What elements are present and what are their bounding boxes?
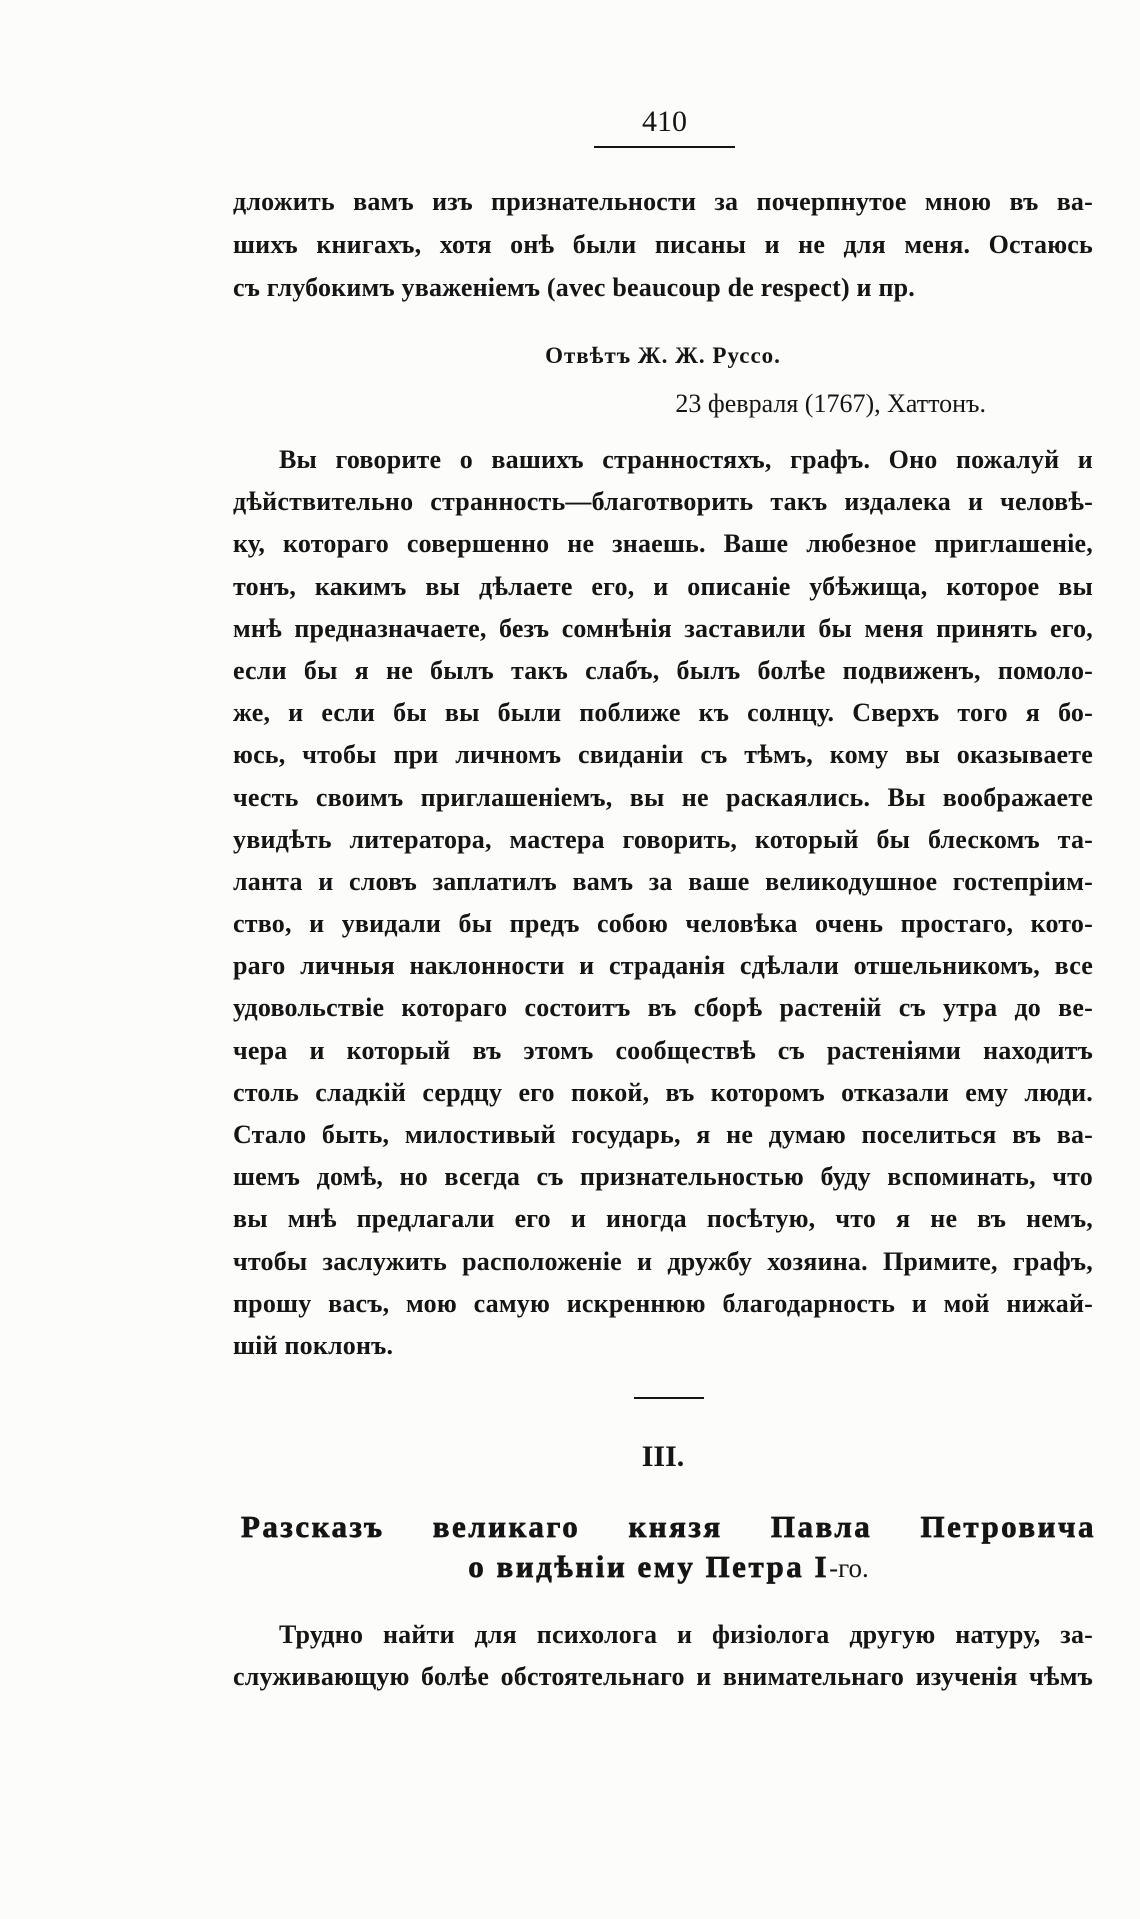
section-number: III.	[641, 1440, 685, 1473]
section-body-paragraph	[233, 1614, 1093, 1698]
text-line: съ глубокимъ уваженіемъ (avec beaucoup de respect) и пр.	[233, 273, 915, 302]
continuation-paragraph	[233, 180, 1093, 309]
text-line: Вы говорите о вашихъ странностяхъ, графъ. Оно пожалуй и	[279, 445, 1093, 474]
section-title-main: о видѣніи ему Петра I	[468, 1549, 830, 1584]
text-line: вы мнѣ предлагали его и иногда посѣтую, что я не въ немъ,	[233, 1204, 1093, 1234]
section-title-line: Разсказъ великаго князя Павла Петровича	[241, 1509, 1096, 1544]
text-line: ланта и словъ заплатилъ вамъ за ваше великодушное гостепріим-	[233, 866, 1093, 896]
text-line: Стало быть, милостивый государь, я не думаю поселиться въ ва-	[233, 1120, 1093, 1149]
text-line: тонъ, какимъ вы дѣлаете его, и описаніе убѣжища, которое вы	[233, 571, 1093, 601]
text-line: честь своимъ приглашеніемъ, вы не раскаялись. Вы воображаете	[233, 782, 1093, 812]
text-line: дѣйствительно странность—благотворить такъ издалека и человѣ-	[233, 487, 1093, 517]
section-divider	[634, 1397, 704, 1399]
text-line: юсь, чтобы при личномъ свиданіи съ тѣмъ, кому вы оказываете	[233, 740, 1093, 770]
section-title	[241, 1507, 1096, 1587]
text-line: раго личныя наклонности и страданія сдѣлали отшельникомъ, все	[233, 951, 1093, 981]
text-line: если бы я не былъ такъ слабъ, былъ болѣе подвиженъ, помоло-	[233, 655, 1093, 685]
text-line: шемъ домѣ, но всегда съ признательностью буду вспоминать, что	[233, 1162, 1093, 1192]
letter-heading: Отвѣтъ Ж. Ж. Руссо.	[545, 343, 781, 368]
letter-paragraph	[233, 439, 1093, 1367]
page-number-rule	[594, 146, 735, 148]
text-line: Трудно найти для психолога и физіолога другую натуру, за-	[279, 1620, 1093, 1649]
text-line: чтобы заслужить расположеніе и дружбу хозяина. Примите, графъ,	[233, 1246, 1093, 1276]
text-line: шій поклонъ.	[233, 1330, 394, 1360]
page-number: 410	[642, 105, 687, 138]
text-line: столь сладкій сердцу его покой, въ которомъ отказали ему люди.	[233, 1077, 1093, 1107]
text-line: ку, котораго совершенно не знаешь. Ваше любезное приглашеніе,	[233, 529, 1093, 559]
text-line: чера и который въ этомъ сообществѣ съ растеніями находитъ	[233, 1035, 1093, 1065]
text-line: мнѣ предназначаете, безъ сомнѣнія заставили бы меня принять его,	[233, 613, 1093, 643]
text-line: прошу васъ, мою самую искреннюю благодарность и мой нижай-	[233, 1288, 1093, 1318]
text-line: ство, и увидали бы предъ собою человѣка очень простаго, кото-	[233, 909, 1093, 939]
section-title-suffix: -го.	[829, 1553, 869, 1583]
text-line: увидѣть литератора, мастера говорить, который бы блескомъ та-	[233, 824, 1093, 854]
text-line: же, и если бы вы были поближе къ солнцу. Сверхъ того я бо-	[233, 698, 1093, 728]
text-line: шихъ книгахъ, хотя онѣ были писаны и не для меня. Остаюсь	[233, 230, 1093, 259]
text-line: удовольствіе котораго состоитъ въ сборѣ растеній съ утра до ве-	[233, 993, 1093, 1023]
letter-date: 23 февраля (1767), Хаттонъ.	[675, 389, 986, 418]
text-line: служивающую болѣе обстоятельнаго и внимательнаго изученія чѣмъ	[233, 1662, 1093, 1691]
section-title-line	[241, 1547, 1096, 1587]
text-line: дложить вамъ изъ признательности за почерпнутое мною въ ва-	[233, 187, 1093, 216]
